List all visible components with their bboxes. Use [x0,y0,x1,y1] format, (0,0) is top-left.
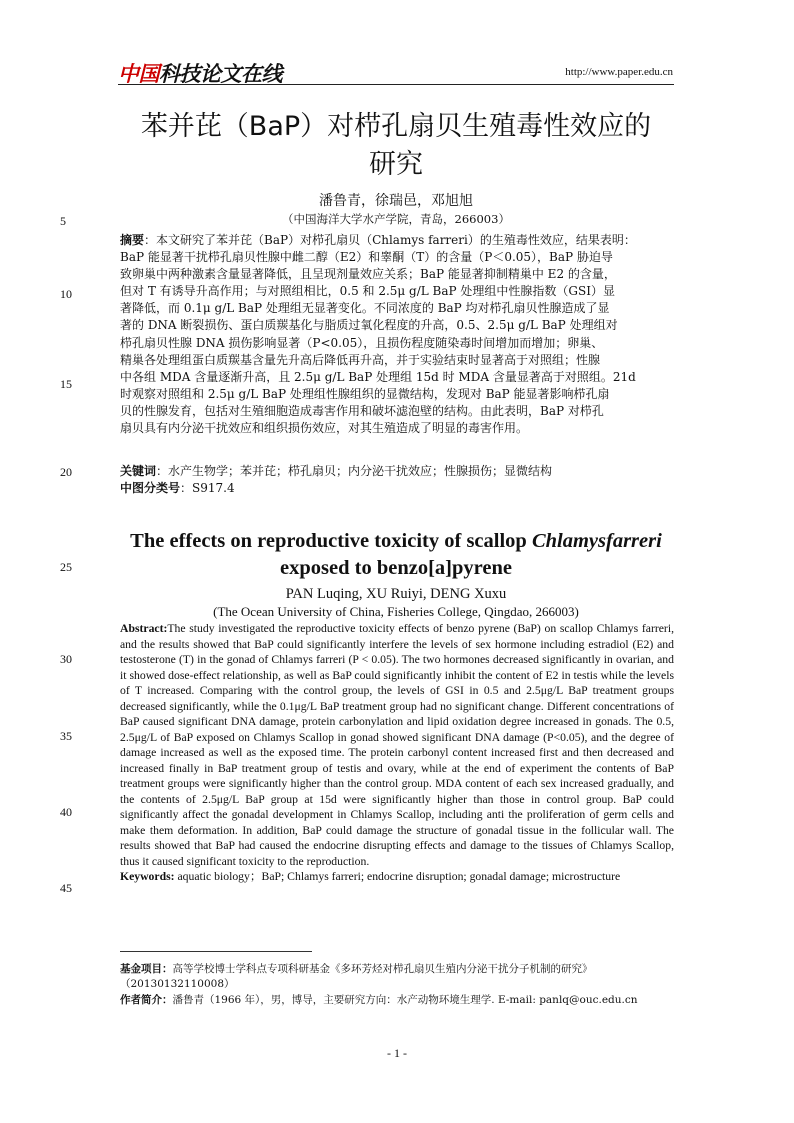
line-number: 10 [60,287,72,301]
abstract-cn-line: BaP 能显著干扰栉孔扇贝性腺中雌二醇（E2）和睾酮（T）的含量（P＜0.05），BaP 胁迫导 [120,250,613,265]
abstract-cn-line: 致卵巢中两种激素含量显著降低，且呈现剂量效应关系；BaP 能显著抑制精巢中 E2 的含量， [120,267,616,282]
abstract-cn-line: 贝的性腺发育，包括对生殖细胞造成毒害作用和破坏滤泡壁的结构。由此表明，BaP 对栉孔 [120,403,604,418]
authors-en: PAN Luqing, XU Ruiyi, DENG Xuxu [285,586,507,602]
abstract-cn-line: 著降低，而 0.1μ g/L BaP 处理组无显著变化。不同浓度的 BaP 均对栉孔扇贝性腺造成了显 [120,301,610,316]
header-rule [118,84,674,85]
header-url[interactable]: http://www.paper.edu.cn [565,66,673,78]
abstract-en-label: Abstract: [120,622,168,635]
line-number: 5 [60,214,66,228]
logo-red-text: 中国 [118,62,159,86]
abstract-cn-line: 著的 DNA 断裂损伤、蛋白质羰基化与脂质过氧化程度的升高，0.5、2.5μ g/L BaP 处理组对 [120,318,618,333]
line-number: 20 [60,465,72,479]
abstract-en [120,621,674,885]
footnote-fund [120,962,676,992]
page-number: - 1 - [387,1046,407,1060]
abstract-cn-line: 但对 T 有诱导升高作用；与对照组相比，0.5 和 2.5μ g/L BaP 处理组中性腺指数（GSI）显 [120,284,615,299]
keywords-en-label: Keywords: [120,870,175,883]
keywords-en-text: aquatic biology；BaP; Chlamys farreri; endocrine disruption; gonadal damage; microstructure [174,870,621,883]
title-cn-line-1: 苯并芘（BaP）对栉孔扇贝生殖毒性效应的 [140,111,652,142]
line-number: 25 [60,560,72,574]
title-en-line-1: The effects on reproductive toxicity of scallop Chlamysfarreri [130,530,662,552]
abstract-cn-line: 精巢各处理组蛋白质羰基含量先升高后降低再升高，并于实验结束时显著高于对照组；性腺 [120,352,601,367]
line-number: 30 [60,652,72,666]
title-en-line-2: exposed to benzo[a]pyrene [280,557,512,579]
author-bio-label: 作者简介： [120,994,173,1006]
clc-label: 中图分类号 [120,481,181,496]
line-number: 45 [60,881,72,895]
line-number: 35 [60,729,72,743]
abstract-cn-label: 摘要 [120,233,145,247]
abstract-cn-line: 栉孔扇贝性腺 DNA 损伤影响显著（P<0.05），且损伤程度随染毒时间增加而增加；卵巢、 [120,335,604,350]
line-number: 40 [60,805,72,819]
abstract-cn-line: 中各组 MDA 含量逐渐升高，且 2.5μ g/L BaP 处理组 15d 时 MDA 含量显著高于对照组。21d [120,369,636,384]
paper-title-cn [118,108,674,184]
paper-title-en [118,528,674,582]
abstract-en-text: The study investigated the reproductive toxicity effects of benzo pyrene (BaP) on scallop Chlamys farreri, and the results showed that BaP could significantly interfere the levels of sex hormone including estradiol (E2) and testosterone (T) in the gonad of Chlamys farreri (P < 0.05). The two hormones decreased significantly in ovarian, and it showed dose-effect relationship, as well as BaP could significantly inhibit the content of E2 in testis while the levels of T increased. Comparing with the control group, the levels of GSI in 0.5 and 2.5μg/L BaP treatment groups decreased significantly, while the 0.1μg/L BaP treatment group had no significant change. Different concentrations of BaP caused significant DNA damage, protein carbonylation and lipid oxidation degree increased in gonads. The 0.5, 2.5μg/L of BaP exposed on Chlamys Scallop in gonad showed significant DNA damage (P<0.05), and the degree of damage increased as well as the exposed time. The protein carbonyl content increased first and then decreased and increased finally in BaP treatment group of testis and ovary, while at the end of experiment the contents of BaP treatment groups were significantly higher than the control group. MDA content of each sex increased gradually, and the contents of 2.5μg/L BaP group at 15d were significantly higher than those in control group. BaP could significantly affect the gonadal development in Chlamys Scallop, including anti the proliferation of germ cells and make them deformation. In addition, BaP could damage the structure of gonadal tissue in the follicular wall. The results showed that BaP had caused the endocrine disrupting effects and damage to the tissues of Chlamys Scallop, thus it caused significant toxicity to the reproduction. [120,622,674,868]
affiliation-en: (The Ocean University of China, Fisheries College, Qingdao, 266003) [213,604,579,619]
logo-black-text: 科技论文在线 [159,62,282,86]
author-bio-text: 潘鲁青（1966 年），男，博导，主要研究方向：水产动物环境生理学. E-mail: panlq@ouc.edu.cn [172,994,638,1006]
keywords-en [120,869,674,885]
fund-label: 基金项目： [120,963,173,975]
species-name: Chlamysfarreri [531,530,662,552]
footnote-author [120,993,676,1008]
clc-text: ：S917.4 [180,481,235,496]
keywords-cn [120,463,676,497]
abstract-cn [120,232,676,437]
keywords-cn-text: ：水产生物学；苯并芘；栉孔扇贝；内分泌干扰效应；性腺损伤；显微结构 [156,464,553,478]
keywords-cn-label: 关键词 [120,464,157,478]
fund-text: 高等学校博士学科点专项科研基金《多环芳烃对栉孔扇贝生殖内分泌干扰分子机制的研究》（20130132110008） [120,963,593,990]
affiliation-cn: （中国海洋大学水产学院，青岛，266003） [282,212,510,226]
line-number: 15 [60,377,72,391]
abstract-cn-line: 扇贝具有内分泌干扰效应和组织损伤效应，对其生殖造成了明显的毒害作用。 [120,421,529,436]
authors-cn: 潘鲁青，徐瑞邑，邓旭旭 [319,193,473,209]
abstract-cn-line: 时观察对照组和 2.5μ g/L BaP 处理组性腺组织的显微结构，发现对 BaP 能显著影响栉孔扇 [120,386,610,401]
abstract-cn-line: 摘要：本文研究了苯并芘（BaP）对栉孔扇贝（Chlamys farreri）的生殖毒性效应，结果表明： [120,233,636,247]
footnote-rule [120,951,312,952]
title-cn-line-2: 研究 [369,149,423,180]
